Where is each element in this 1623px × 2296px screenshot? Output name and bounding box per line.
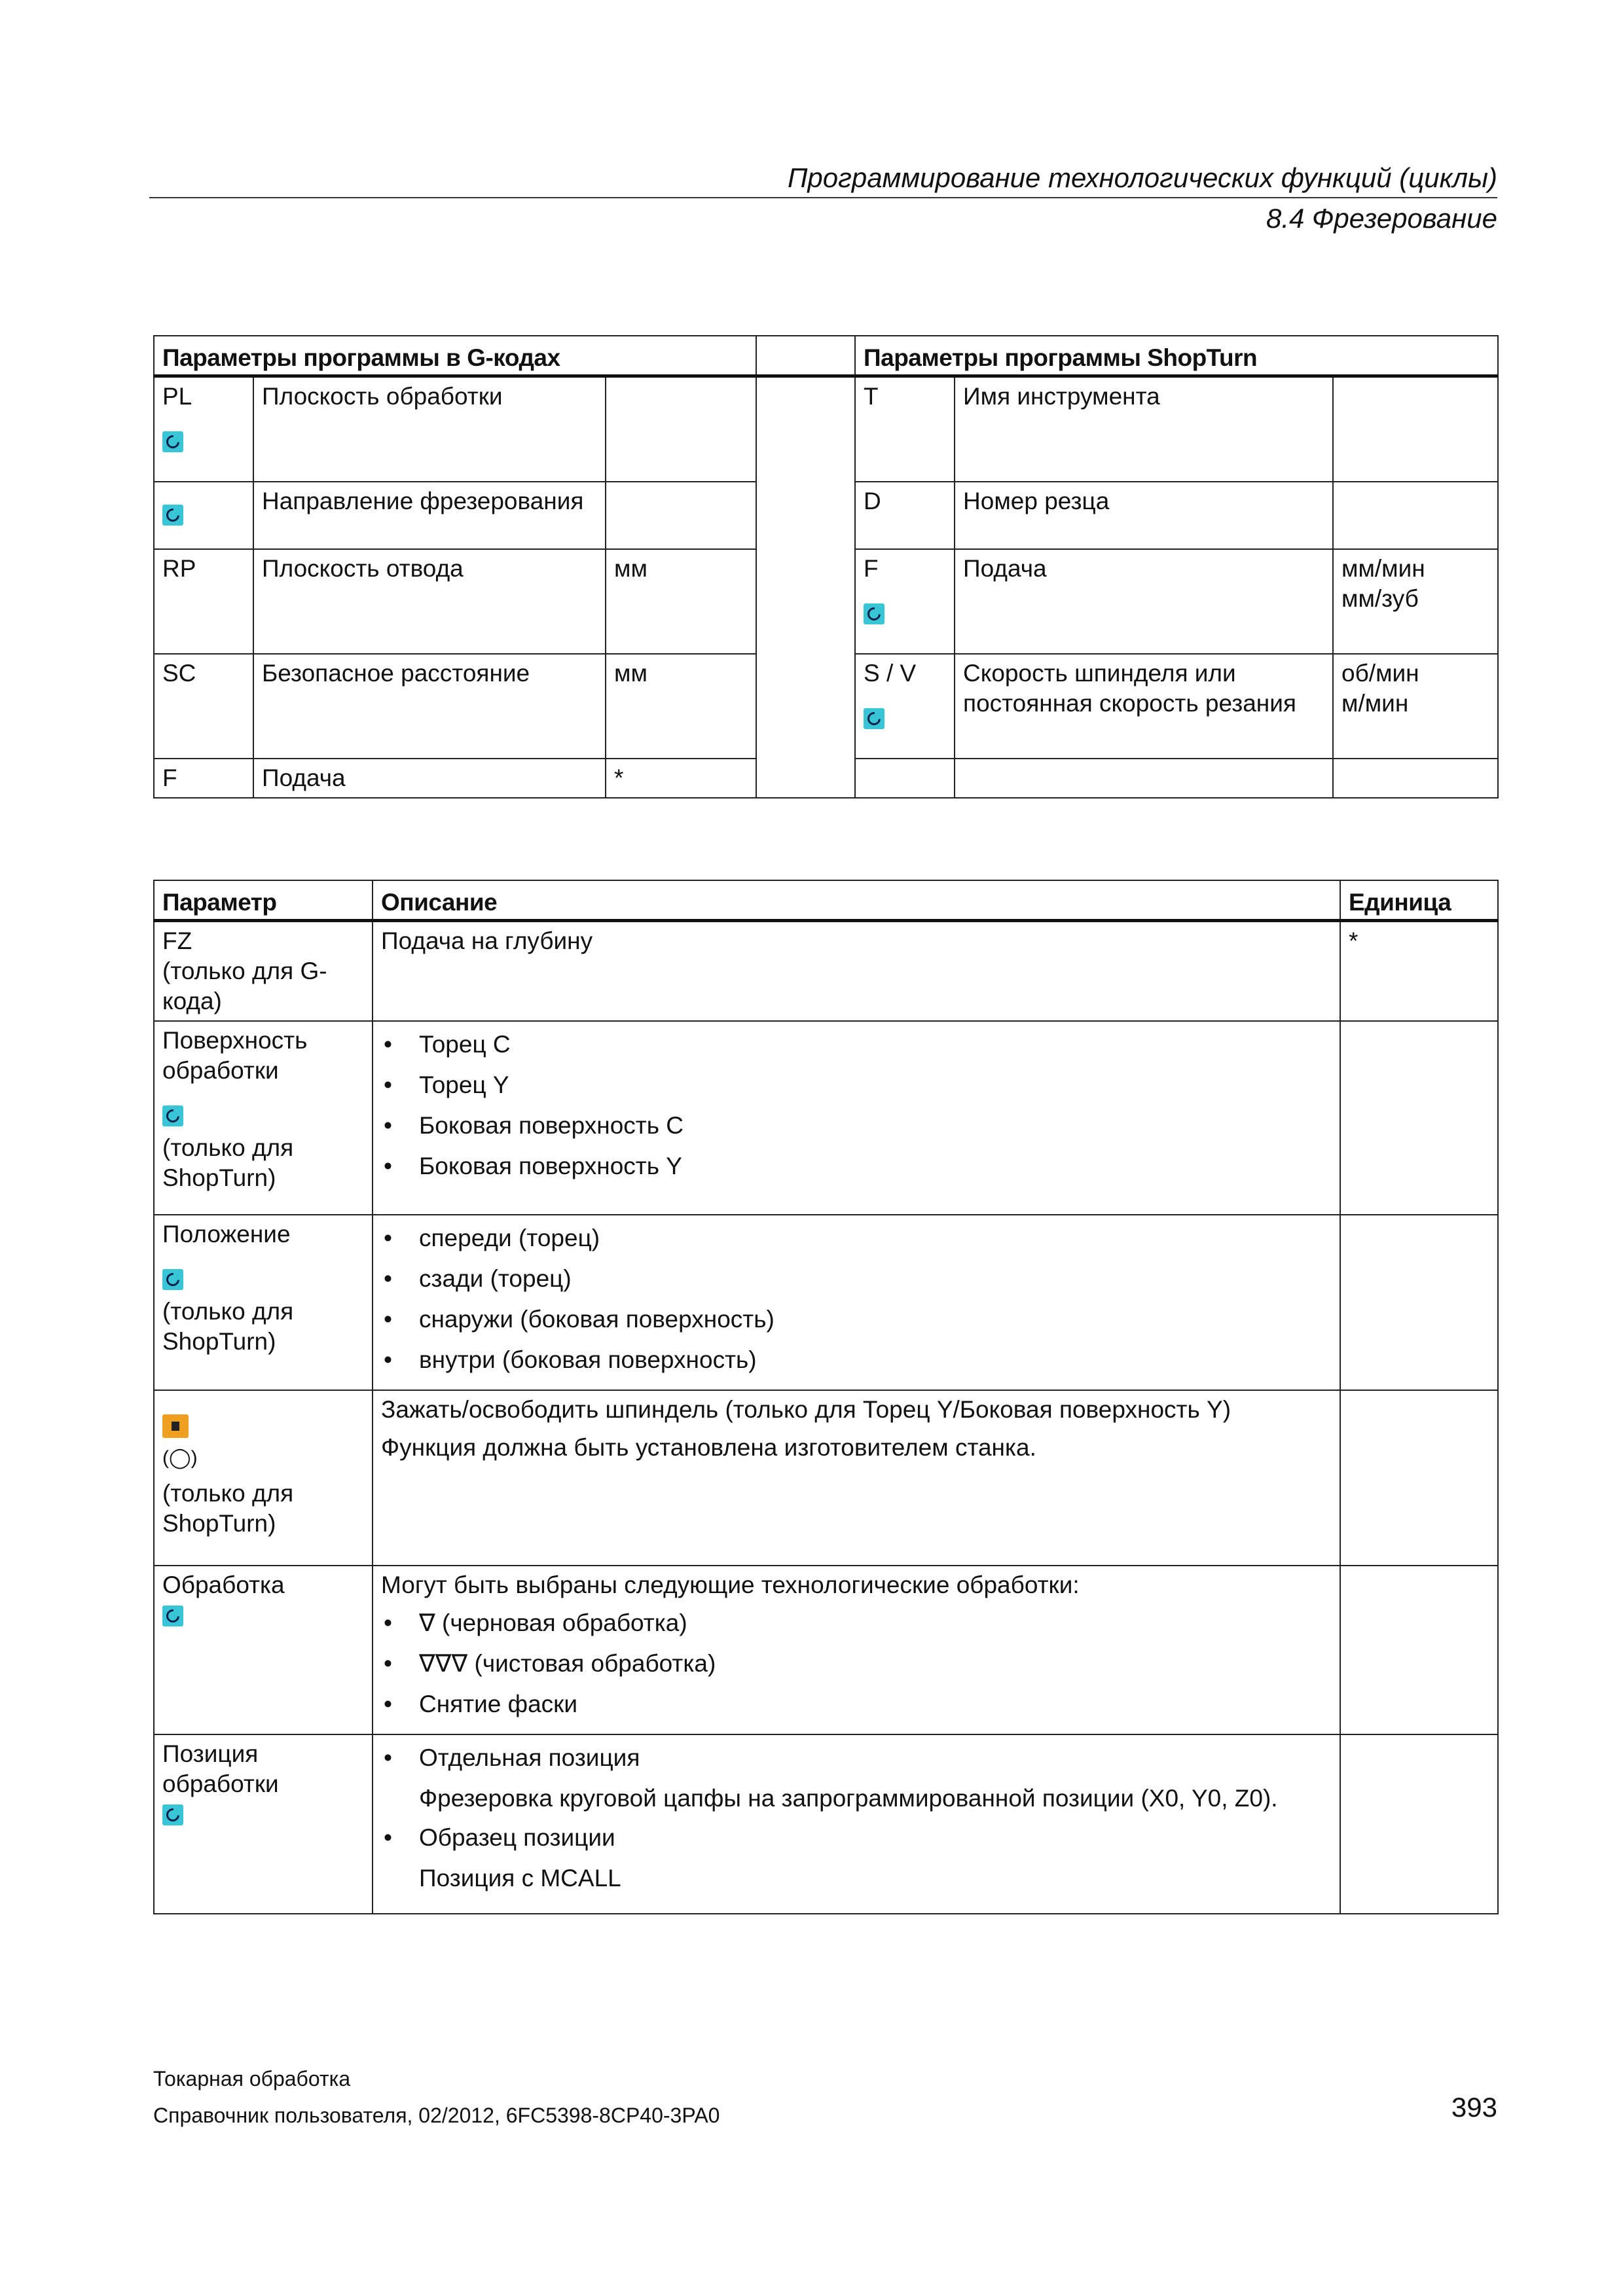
param-unit: *	[606, 759, 756, 798]
param-name	[154, 376, 253, 482]
toggle-icon[interactable]	[162, 505, 183, 526]
param-unit	[606, 376, 756, 482]
param-cell	[154, 1215, 373, 1390]
table-row	[154, 1390, 1498, 1566]
parameter-description-table	[153, 880, 1499, 1914]
param-name: SC	[154, 654, 253, 759]
footer-product: Токарная обработка	[153, 2067, 351, 2090]
table-row	[154, 921, 1498, 1022]
param-desc: Подача	[955, 549, 1333, 654]
param-line: обработки	[162, 1057, 279, 1084]
desc-intro: Могут быть выбраны следующие технологические обработки:	[381, 1571, 1080, 1598]
param-desc	[955, 654, 1333, 759]
list-item: • Снятие фаски	[381, 1689, 1332, 1719]
list-item: • сзади (торец)	[381, 1264, 1332, 1294]
desc-cell	[373, 1566, 1340, 1734]
desc-line: постоянная скорость резания	[963, 690, 1296, 717]
toggle-icon[interactable]	[864, 708, 884, 729]
unit-line: мм/мин	[1341, 555, 1425, 582]
param-cell	[154, 1021, 373, 1215]
param-code: PL	[162, 383, 192, 410]
param-note: (только для	[162, 1480, 294, 1507]
param-line: Позиция	[162, 1740, 259, 1767]
list-item: • снаружи (боковая поверхность)	[381, 1304, 1332, 1335]
param-unit: мм	[606, 654, 756, 759]
toggle-icon[interactable]	[162, 1804, 183, 1825]
list-item: • Боковая поверхность С	[381, 1111, 1332, 1141]
param-cell	[154, 1734, 373, 1914]
unit-cell	[1340, 1734, 1498, 1914]
unit-line: мм/зуб	[1341, 585, 1419, 612]
param-name: D	[855, 482, 955, 549]
param-unit	[606, 482, 756, 549]
table-row	[154, 1566, 1498, 1734]
col-header-unit: Единица	[1340, 880, 1498, 921]
param-note: ShopTurn)	[162, 1328, 276, 1355]
param-name	[855, 759, 955, 798]
param-unit	[1333, 482, 1498, 549]
header-rule	[149, 197, 1497, 198]
param-name: F	[154, 759, 253, 798]
list-item: • Торец Y	[381, 1070, 1332, 1100]
list-item: • Образец позиции	[381, 1823, 1332, 1853]
footer-manual-info: Справочник пользователя, 02/2012, 6FC5398-8CP40-3PA0	[153, 2104, 720, 2127]
toggle-icon[interactable]	[162, 1269, 183, 1290]
list-item: • Торец С	[381, 1030, 1332, 1060]
param-note: (только для	[162, 1134, 294, 1161]
desc-cell	[373, 1215, 1340, 1390]
param-cell	[154, 1390, 373, 1566]
param-cell	[154, 921, 373, 1022]
param-unit	[1333, 549, 1498, 654]
col-header-param: Параметр	[154, 880, 373, 921]
running-header-title: Программирование технологических функций (циклы)	[787, 162, 1497, 193]
spacer-header	[756, 336, 855, 376]
list-item: • ∇ (черновая обработка)	[381, 1608, 1332, 1638]
spacer-column	[756, 376, 855, 798]
gcode-params-header: Параметры программы в G-кодах	[154, 336, 756, 376]
spindle-clamp-icon[interactable]	[162, 1414, 189, 1438]
param-desc: Безопасное расстояние	[253, 654, 606, 759]
table-row	[154, 1734, 1498, 1914]
param-unit: мм	[606, 549, 756, 654]
param-desc: Плоскость отвода	[253, 549, 606, 654]
toggle-icon[interactable]	[162, 1605, 183, 1626]
unit-line: м/мин	[1341, 690, 1409, 717]
list-item: • внутри (боковая поверхность)	[381, 1345, 1332, 1375]
list-item: • ∇∇∇ (чистовая обработка)	[381, 1649, 1332, 1679]
desc-line: Зажать/освободить шпиндель (только для Торец Y/Боковая поверхность Y)	[381, 1396, 1231, 1423]
param-desc	[955, 759, 1333, 798]
desc-cell	[373, 1734, 1340, 1914]
table-row	[154, 1021, 1498, 1215]
desc-cell	[373, 1021, 1340, 1215]
list-item-note: Позиция с MCALL	[419, 1865, 621, 1892]
list-item: • Отдельная позиция	[381, 1743, 1332, 1773]
table-row	[154, 1215, 1498, 1390]
param-note: ShopTurn)	[162, 1164, 276, 1191]
param-cell	[154, 1566, 373, 1734]
param-line: обработки	[162, 1770, 279, 1797]
unit-cell	[1340, 1215, 1498, 1390]
param-name	[154, 482, 253, 549]
toggle-icon[interactable]	[162, 1105, 183, 1126]
param-line: Обработка	[162, 1571, 285, 1598]
param-code: S / V	[864, 660, 917, 687]
param-note: ShopTurn)	[162, 1510, 276, 1537]
list-item-note: Фрезеровка круговой цапфы на запрограммированной позиции (X0, Y0, Z0).	[419, 1785, 1278, 1812]
unit-cell	[1340, 1021, 1498, 1215]
param-desc: Номер резца	[955, 482, 1333, 549]
desc-line: Скорость шпинделя или	[963, 660, 1236, 687]
clamp-symbol: (◯)	[162, 1447, 198, 1469]
param-desc: Подача	[253, 759, 606, 798]
toggle-icon[interactable]	[162, 431, 183, 452]
unit-cell	[1340, 1566, 1498, 1734]
shopturn-params-header: Параметры программы ShopTurn	[855, 336, 1498, 376]
desc-cell: Подача на глубину	[373, 921, 1340, 1022]
unit-cell: *	[1340, 921, 1498, 1022]
param-name	[855, 549, 955, 654]
toggle-icon[interactable]	[864, 603, 884, 624]
page-number: 393	[1451, 2092, 1497, 2123]
list-item: • Боковая поверхность Y	[381, 1151, 1332, 1181]
param-unit	[1333, 654, 1498, 759]
program-parameters-table	[153, 335, 1499, 798]
param-line: Поверхность	[162, 1027, 308, 1054]
param-name: RP	[154, 549, 253, 654]
param-note: (только для	[162, 1298, 294, 1325]
running-header-section: 8.4 Фрезерование	[1266, 203, 1497, 234]
param-unit	[1333, 759, 1498, 798]
desc-line: Функция должна быть установлена изготовителем станка.	[381, 1434, 1036, 1461]
param-line: кода)	[162, 988, 222, 1014]
param-name: T	[855, 376, 955, 482]
param-line: Положение	[162, 1221, 291, 1247]
param-desc: Имя инструмента	[955, 376, 1333, 482]
param-code: F	[864, 555, 879, 582]
unit-cell	[1340, 1390, 1498, 1566]
param-name	[855, 654, 955, 759]
param-desc: Направление фрезерования	[253, 482, 606, 549]
param-line: (только для G-	[162, 958, 327, 984]
param-unit	[1333, 376, 1498, 482]
param-line: FZ	[162, 927, 192, 954]
unit-line: об/мин	[1341, 660, 1419, 687]
param-desc: Плоскость обработки	[253, 376, 606, 482]
list-item: • спереди (торец)	[381, 1223, 1332, 1253]
desc-cell	[373, 1390, 1340, 1566]
col-header-desc: Описание	[373, 880, 1340, 921]
